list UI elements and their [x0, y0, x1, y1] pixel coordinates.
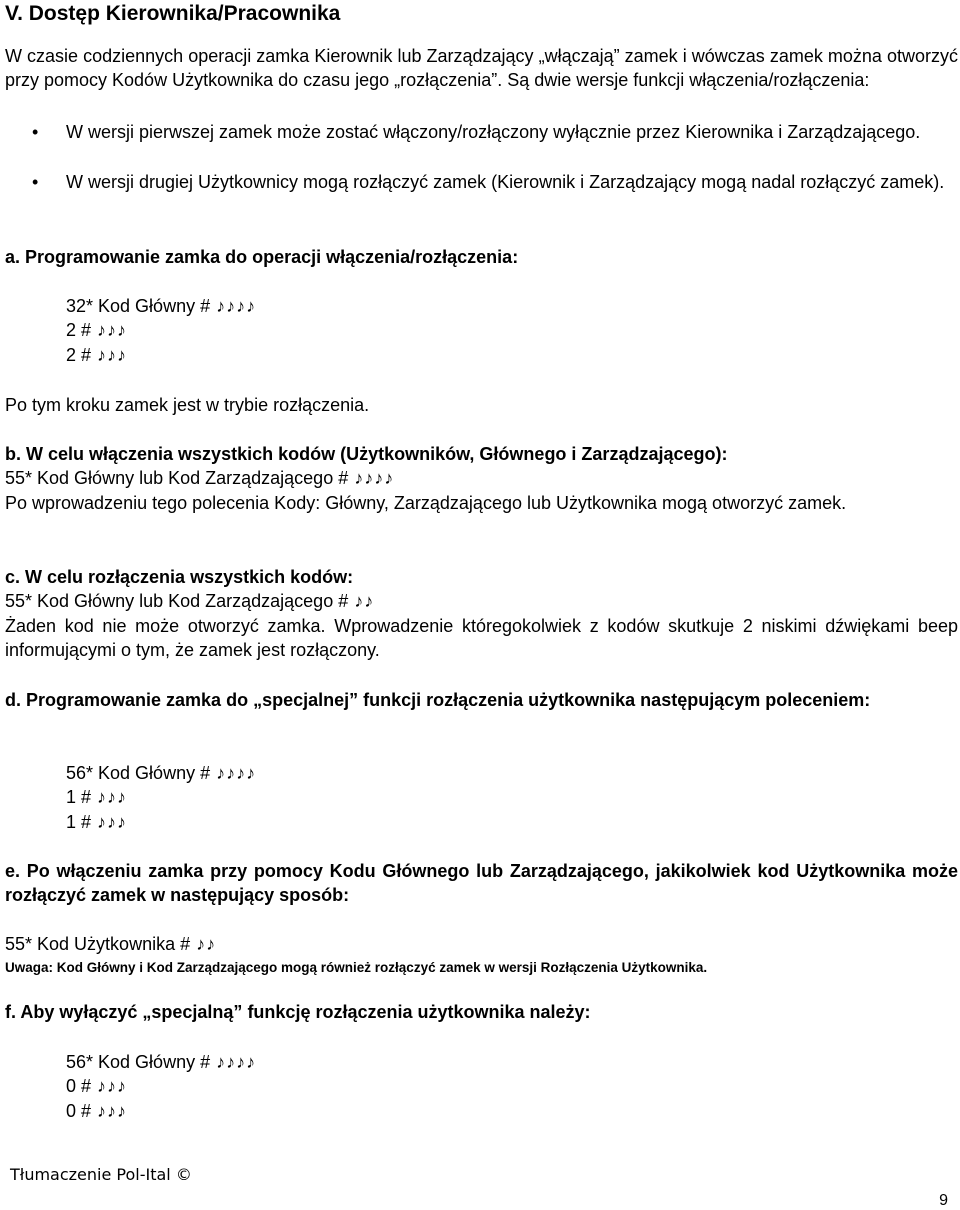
music-note-icon: ♪♪♪	[97, 787, 128, 807]
section-f-line-1	[66, 1050, 958, 1074]
bullet-text-1: W wersji pierwszej zamek może zostać włączony/rozłączony wyłącznie przez Kierownika i Zarządzającego.	[66, 122, 921, 142]
section-d-line-2	[66, 785, 958, 809]
section-a-after: Po tym kroku zamek jest w trybie rozłączenia.	[5, 395, 370, 415]
section-b-after: Po wprowadzeniu tego polecenia Kody: Główny, Zarządzającego lub Użytkownika mogą otworzyć zamek.	[5, 493, 847, 513]
code-text: 56* Kod Główny #	[66, 1052, 211, 1072]
page-heading: V. Dostęp Kierownika/Pracownika	[5, 2, 341, 25]
section-d-title: d. Programowanie zamka do „specjalnej” funkcji rozłączenia użytkownika następującym poleceniem:	[5, 690, 871, 710]
section-e-line	[5, 932, 958, 956]
section-c-line	[5, 589, 958, 613]
bullet-dot-icon: •	[32, 172, 39, 192]
music-note-icon: ♪♪♪	[97, 1101, 128, 1121]
music-note-icon: ♪♪♪♪	[216, 1052, 257, 1072]
code-text: 55* Kod Użytkownika #	[5, 934, 191, 954]
bullet-dot-icon: •	[32, 122, 39, 142]
section-d-line-1	[66, 761, 958, 785]
code-text: 1 #	[66, 787, 92, 807]
section-a-line-2	[66, 318, 958, 342]
music-note-icon: ♪♪	[196, 934, 217, 954]
section-d-line-3	[66, 810, 958, 834]
section-c-title: c. W celu rozłączenia wszystkich kodów:	[5, 567, 354, 587]
section-a-line-1	[66, 294, 958, 318]
section-f-line-3	[66, 1099, 958, 1123]
section-f-line-2	[66, 1074, 958, 1098]
code-text: 55* Kod Główny lub Kod Zarządzającego #	[5, 591, 349, 611]
code-text: 0 #	[66, 1101, 92, 1121]
music-note-icon: ♪♪♪	[97, 1076, 128, 1096]
music-note-icon: ♪♪	[354, 591, 375, 611]
bullet-item-2	[32, 170, 958, 194]
bullet-text-2: W wersji drugiej Użytkownicy mogą rozłączyć zamek (Kierownik i Zarządzający mogą nadal rozłączyć zamek).	[66, 172, 945, 192]
music-note-icon: ♪♪♪	[97, 320, 128, 340]
code-text: 1 #	[66, 812, 92, 832]
intro-paragraph: W czasie codziennych operacji zamka Kierownik lub Zarządzający „włączają” zamek i wówczas zamek można otworzyć przy pomocy Kodów Użytkownika do czasu jego „rozłączenia”. Są dwie wersje funkcji włączenia/rozłączenia:	[5, 46, 958, 90]
music-note-icon: ♪♪♪♪	[216, 763, 257, 783]
section-b-title: b. W celu włączenia wszystkich kodów (Użytkowników, Głównego i Zarządzającego):	[5, 444, 728, 464]
code-text: 56* Kod Główny #	[66, 763, 211, 783]
section-a-line-3	[66, 343, 958, 367]
page-number: 9	[939, 1192, 948, 1209]
code-text: 2 #	[66, 345, 92, 365]
music-note-icon: ♪♪♪	[97, 345, 128, 365]
section-e-title: e. Po włączeniu zamka przy pomocy Kodu Głównego lub Zarządzającego, jakikolwiek kod Użytkownika może rozłączyć zamek w następujący sposób:	[5, 861, 958, 905]
music-note-icon: ♪♪♪♪	[354, 468, 395, 488]
music-note-icon: ♪♪♪♪	[216, 296, 257, 316]
section-a-title: a. Programowanie zamka do operacji włączenia/rozłączenia:	[5, 247, 519, 267]
code-text: 55* Kod Główny lub Kod Zarządzającego #	[5, 468, 349, 488]
section-c-after: Żaden kod nie może otworzyć zamka. Wprowadzenie któregokolwiek z kodów skutkuje 2 niskimi dźwiękami beep informującymi o tym, że zamek jest rozłączony.	[5, 616, 958, 660]
code-text: 0 #	[66, 1076, 92, 1096]
code-text: 32* Kod Główny #	[66, 296, 211, 316]
music-note-icon: ♪♪♪	[97, 812, 128, 832]
section-b-line	[5, 466, 958, 490]
section-e-note: Uwaga: Kod Główny i Kod Zarządzającego mogą również rozłączyć zamek w wersji Rozłączenia Użytkownika.	[5, 960, 708, 975]
bullet-item-1	[32, 120, 958, 144]
section-f-title: f. Aby wyłączyć „specjalną” funkcję rozłączenia użytkownika należy:	[5, 1002, 591, 1022]
page-footer: Tłumaczenie Pol-Ital ©	[10, 1165, 192, 1184]
code-text: 2 #	[66, 320, 92, 340]
